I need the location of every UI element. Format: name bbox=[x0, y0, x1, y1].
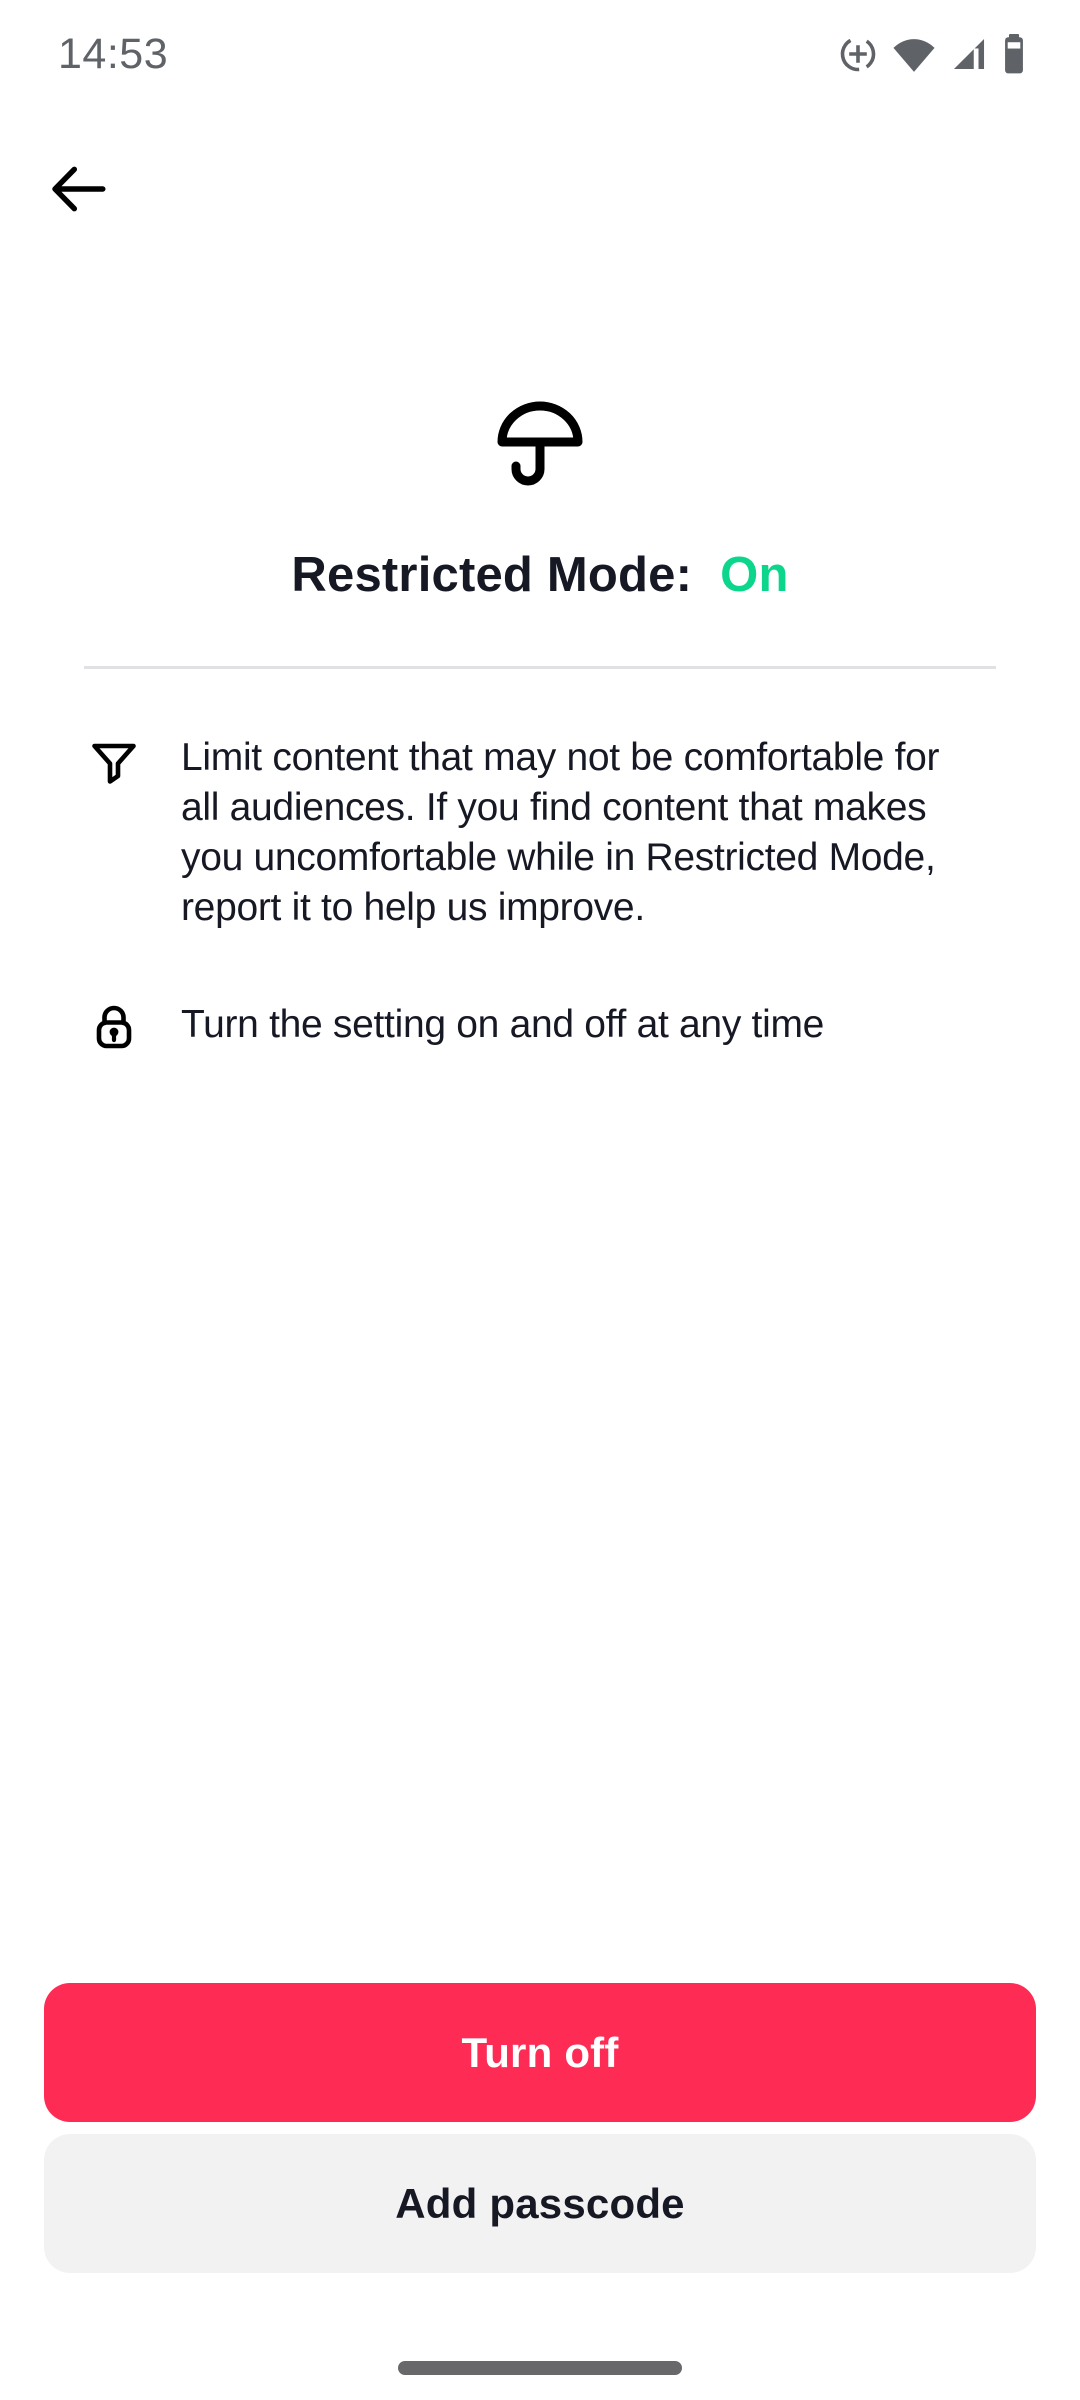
filter-icon bbox=[88, 739, 140, 791]
back-arrow-icon bbox=[50, 163, 108, 215]
page-title bbox=[0, 545, 1080, 605]
data-saver-icon bbox=[838, 34, 878, 74]
action-buttons bbox=[44, 1983, 1036, 2273]
add-passcode-button[interactable]: Add passcode bbox=[44, 2134, 1036, 2273]
back-button[interactable] bbox=[36, 148, 122, 230]
divider bbox=[84, 666, 996, 669]
info-text-toggle-anytime: Turn the setting on and off at any time bbox=[181, 1003, 825, 1046]
hero-section bbox=[0, 390, 1080, 605]
status-icons bbox=[838, 33, 1026, 75]
status-value: On bbox=[720, 548, 789, 602]
info-text-limit-content: Limit content that may not be comfortable for all audiences. If you find content that makes you uncomfortable while in Restricted Mode, report it to help us improve. bbox=[181, 736, 940, 929]
wifi-icon bbox=[892, 36, 936, 73]
status-bar bbox=[58, 28, 1026, 80]
cellular-signal-icon bbox=[950, 35, 988, 73]
home-indicator[interactable] bbox=[398, 2361, 682, 2375]
info-row-filter bbox=[88, 733, 996, 933]
info-row-lock bbox=[88, 996, 996, 1054]
status-time: 14:53 bbox=[58, 30, 169, 78]
info-section bbox=[88, 733, 996, 1117]
lock-icon bbox=[88, 1002, 140, 1054]
umbrella-icon bbox=[492, 390, 588, 494]
battery-icon bbox=[1002, 33, 1026, 75]
turn-off-button[interactable]: Turn off bbox=[44, 1983, 1036, 2122]
page-title-text: Restricted Mode: bbox=[291, 548, 693, 602]
